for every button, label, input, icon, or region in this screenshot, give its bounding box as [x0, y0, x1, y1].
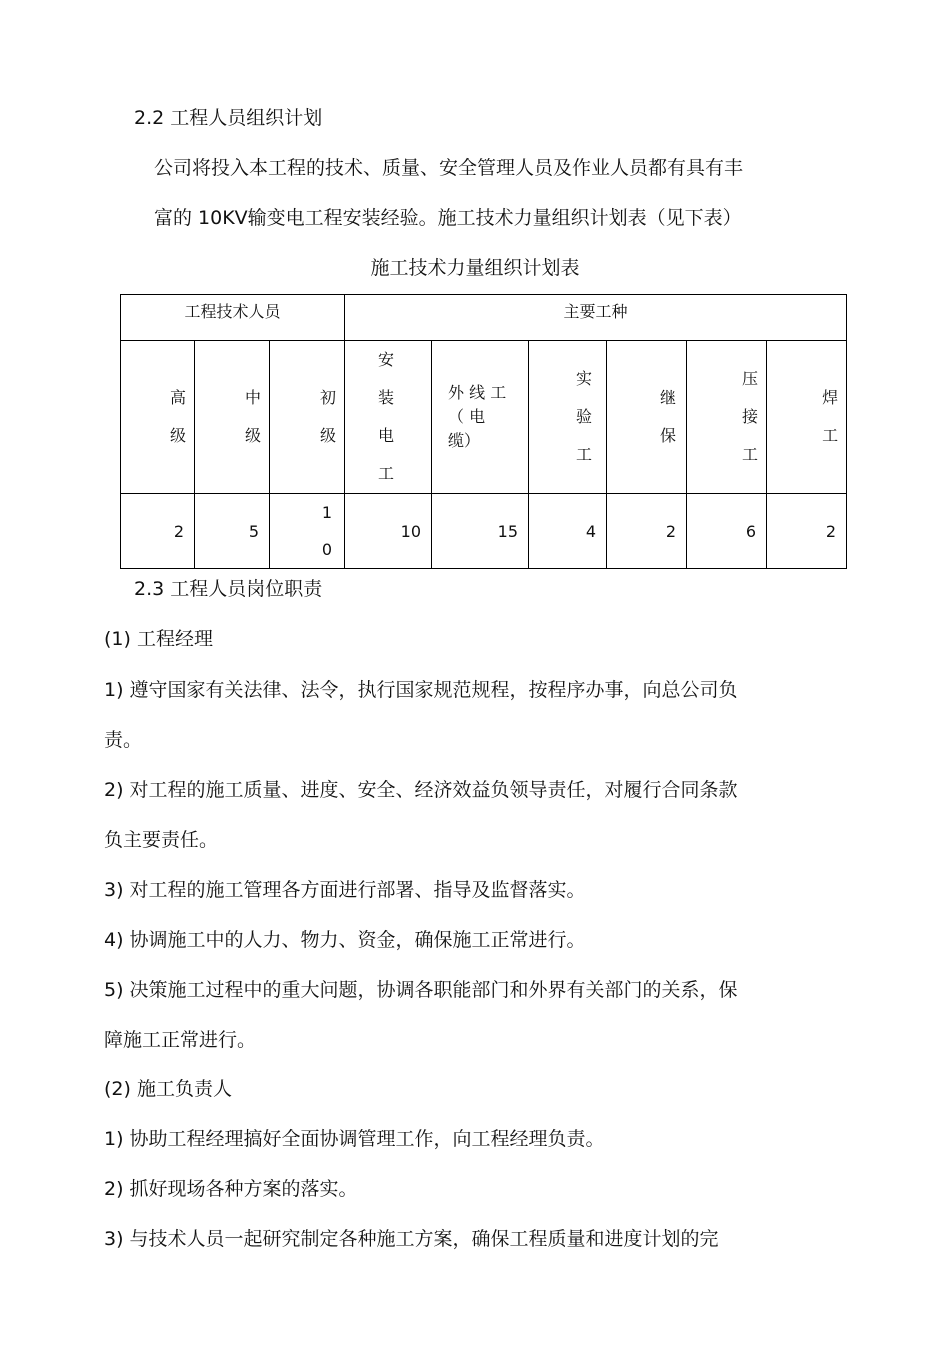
- value-intermediate: 5: [195, 494, 270, 569]
- staffing-plan-table: [120, 294, 847, 569]
- header-outside-line-worker: 外 线 工 （ 电 缆）: [432, 341, 529, 494]
- header-testing-worker: 实 验 工: [529, 341, 607, 494]
- header-senior: 高 级: [121, 341, 195, 494]
- intro-paragraph-line-1: 公司将投入本工程的技术、质量、安全管理人员及作业人员都有具有丰: [154, 157, 744, 179]
- header-intermediate: 中 级: [195, 341, 270, 494]
- lead-duty-2: 2) 抓好现场各种方案的落实。: [104, 1178, 358, 1200]
- value-senior: 2: [121, 494, 195, 569]
- lead-duty-3: 3) 与技术人员一起研究制定各种施工方案，确保工程质量和进度计划的完: [104, 1228, 719, 1250]
- header-main-trades: 主要工种: [345, 295, 847, 341]
- section-heading-2-3: 2.3 工程人员岗位职责: [134, 578, 323, 600]
- value-testing-worker: 4: [529, 494, 607, 569]
- value-outside-line-worker: 15: [432, 494, 529, 569]
- duty-5-line-1: 5) 决策施工过程中的重大问题，协调各职能部门和外界有关部门的关系，保: [104, 979, 738, 1001]
- duty-2-line-1: 2) 对工程的施工质量、进度、安全、经济效益负领导责任，对履行合同条款: [104, 779, 738, 801]
- header-junior: 初 级: [270, 341, 345, 494]
- duty-5-line-2: 障施工正常进行。: [104, 1029, 257, 1051]
- table-caption: 施工技术力量组织计划表: [370, 257, 580, 279]
- section-heading-2-2: 2.2 工程人员组织计划: [134, 107, 323, 129]
- lead-duty-1: 1) 协助工程经理搞好全面协调管理工作，向工程经理负责。: [104, 1128, 605, 1150]
- duty-2-line-2: 负主要责任。: [104, 829, 219, 851]
- role-title-construction-lead: (2) 施工负责人: [104, 1078, 232, 1100]
- duty-3: 3) 对工程的施工管理各方面进行部署、指导及监督落实。: [104, 879, 586, 901]
- header-welder: 焊 工: [767, 341, 847, 494]
- duty-1-line-1: 1) 遵守国家有关法律、法令，执行国家规范规程，按程序办事，向总公司负: [104, 679, 738, 701]
- value-welder: 2: [767, 494, 847, 569]
- header-installation-electrician: 安 装 电 工: [345, 341, 432, 494]
- role-title-project-manager: (1) 工程经理: [104, 628, 213, 650]
- header-technical-staff: 工程技术人员: [121, 295, 345, 341]
- value-installation-electrician: 10: [345, 494, 432, 569]
- value-relay-protection: 2: [607, 494, 687, 569]
- value-junior: 1 0: [270, 494, 345, 569]
- duty-4: 4) 协调施工中的人力、物力、资金，确保施工正常进行。: [104, 929, 586, 951]
- duty-1-line-2: 责。: [104, 729, 143, 751]
- value-crimping-worker: 6: [687, 494, 767, 569]
- intro-paragraph-line-2: 富的 10KV输变电工程安装经验。施工技术力量组织计划表（见下表）: [154, 207, 742, 229]
- header-crimping-worker: 压 接 工: [687, 341, 767, 494]
- header-relay-protection: 继 保: [607, 341, 687, 494]
